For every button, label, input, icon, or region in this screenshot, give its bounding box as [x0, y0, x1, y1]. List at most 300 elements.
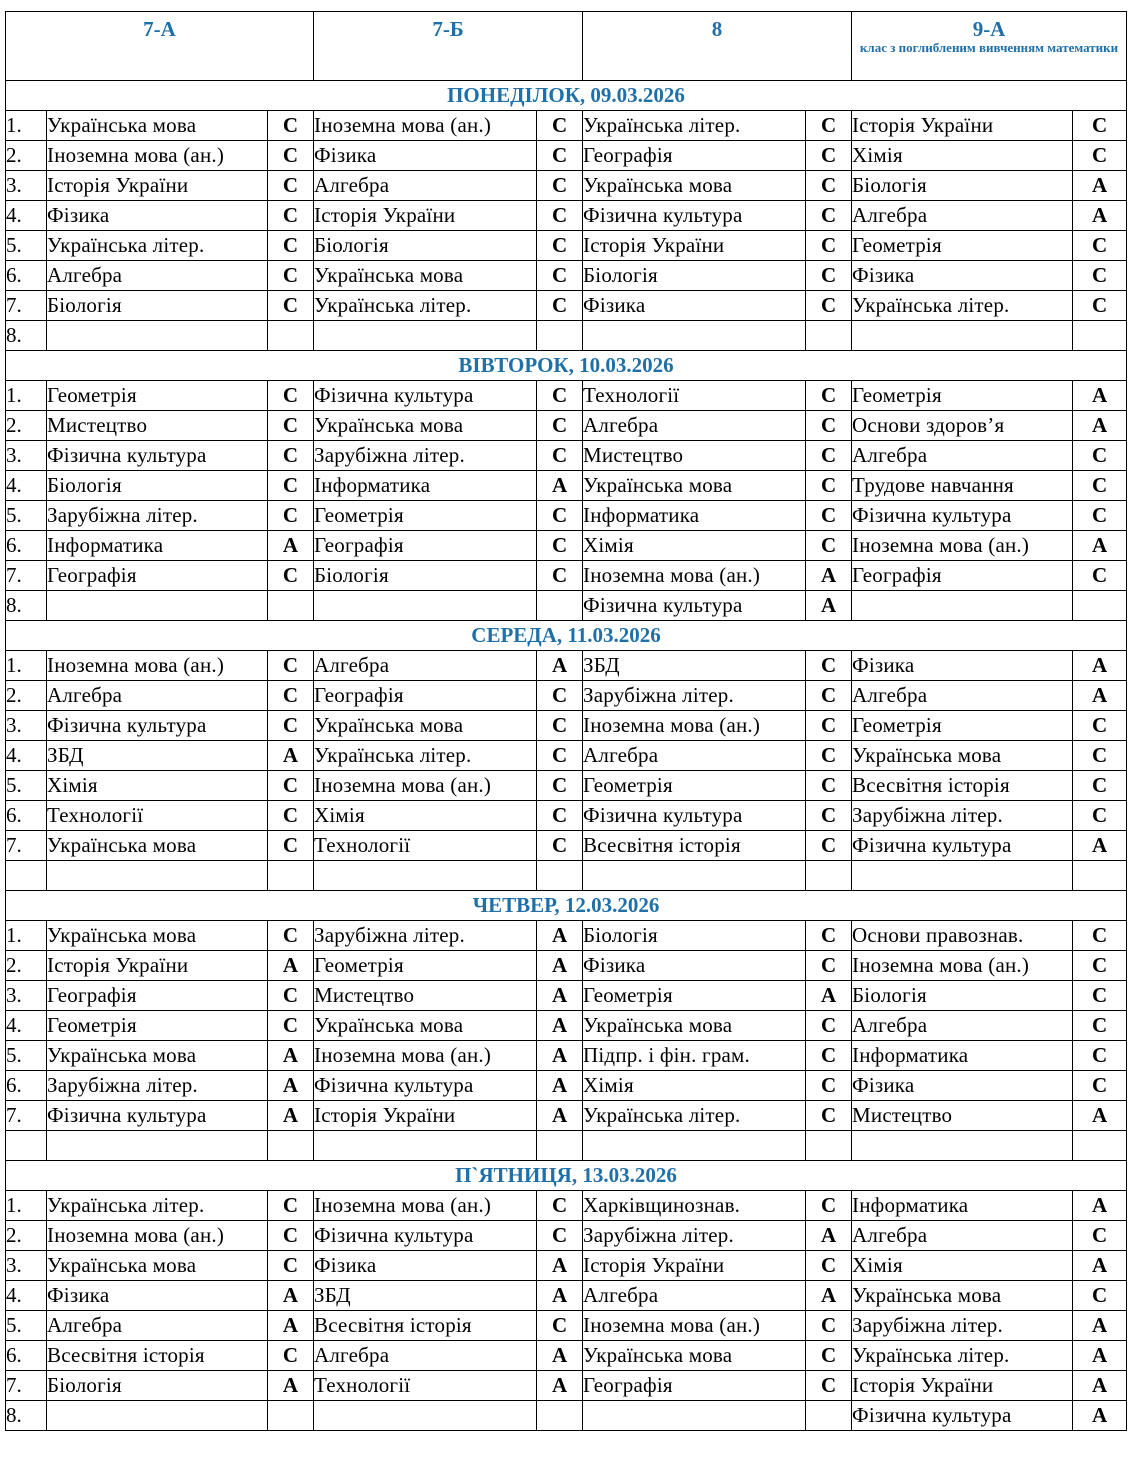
mode-cell [806, 1131, 852, 1161]
mode-cell: С [268, 921, 314, 951]
lesson-row [6, 711, 1127, 741]
subject-cell: Алгебра [47, 681, 268, 711]
mode-cell: С [537, 171, 583, 201]
mode-cell: С [537, 711, 583, 741]
lesson-number: 2. [6, 681, 47, 711]
subject-cell [47, 1401, 268, 1431]
subject-cell: Іноземна мова (ан.) [314, 1041, 537, 1071]
lesson-row [6, 471, 1127, 501]
lesson-row [6, 531, 1127, 561]
mode-cell: С [537, 801, 583, 831]
lesson-number: 5. [6, 771, 47, 801]
mode-cell: С [268, 501, 314, 531]
schedule-table [5, 11, 1127, 1431]
subject-cell: Географія [47, 561, 268, 591]
subject-cell: Українська літер. [583, 1101, 806, 1131]
lesson-row [6, 1071, 1127, 1101]
subject-cell: Фізика [47, 201, 268, 231]
subject-cell: Українська мова [47, 111, 268, 141]
mode-cell: С [1073, 261, 1127, 291]
mode-cell: С [537, 681, 583, 711]
subject-cell: Інформатика [852, 1191, 1073, 1221]
mode-cell [806, 321, 852, 351]
lesson-row [6, 1281, 1127, 1311]
mode-cell: С [806, 201, 852, 231]
subject-cell: Іноземна мова (ан.) [314, 111, 537, 141]
subject-cell: Українська мова [314, 261, 537, 291]
mode-cell: С [1073, 1011, 1127, 1041]
mode-cell: С [1073, 711, 1127, 741]
subject-cell: Алгебра [583, 411, 806, 441]
subject-cell: Біологія [852, 981, 1073, 1011]
mode-cell: С [537, 261, 583, 291]
lesson-row [6, 921, 1127, 951]
mode-cell: С [537, 831, 583, 861]
mode-cell: С [806, 261, 852, 291]
subject-cell: Хімія [314, 801, 537, 831]
subject-cell: Іноземна мова (ан.) [852, 531, 1073, 561]
subject-cell: Фізика [852, 1071, 1073, 1101]
subject-cell: Геометрія [583, 771, 806, 801]
subject-cell: Фізика [852, 261, 1073, 291]
mode-cell: А [537, 1041, 583, 1071]
subject-cell: Українська мова [47, 921, 268, 951]
mode-cell: С [806, 1311, 852, 1341]
day-title: П`ЯТНИЦЯ, 13.03.2026 [6, 1161, 1127, 1191]
lesson-number: 2. [6, 411, 47, 441]
lesson-number: 3. [6, 171, 47, 201]
subject-cell: Технології [314, 831, 537, 861]
subject-cell: Алгебра [583, 741, 806, 771]
mode-cell: А [1073, 531, 1127, 561]
subject-cell: Алгебра [314, 1341, 537, 1371]
lesson-number: 7. [6, 1371, 47, 1401]
lesson-row [6, 591, 1127, 621]
subject-cell: Алгебра [852, 681, 1073, 711]
lesson-row [6, 501, 1127, 531]
lesson-number: 6. [6, 1071, 47, 1101]
mode-cell: А [537, 1101, 583, 1131]
subject-cell [852, 1131, 1073, 1161]
subject-cell: Геометрія [47, 381, 268, 411]
mode-cell: А [1073, 1341, 1127, 1371]
subject-cell: Зарубіжна літер. [583, 681, 806, 711]
mode-cell: С [537, 381, 583, 411]
lesson-number: 2. [6, 141, 47, 171]
lesson-row [6, 291, 1127, 321]
mode-cell: С [268, 771, 314, 801]
mode-cell: С [537, 231, 583, 261]
mode-cell: А [1073, 171, 1127, 201]
subject-cell: Основи здоров’я [852, 411, 1073, 441]
mode-cell: С [806, 921, 852, 951]
lesson-number: 5. [6, 501, 47, 531]
subject-cell: Українська мова [583, 1011, 806, 1041]
subject-cell: Іноземна мова (ан.) [583, 1311, 806, 1341]
mode-cell: С [268, 711, 314, 741]
mode-cell: А [806, 591, 852, 621]
mode-cell: С [806, 531, 852, 561]
mode-cell: С [1073, 441, 1127, 471]
subject-cell: Історія України [583, 1251, 806, 1281]
class-name: 9-А [972, 17, 1006, 41]
subject-cell: Фізична культура [583, 591, 806, 621]
lesson-row [6, 1341, 1127, 1371]
subject-cell: Іноземна мова (ан.) [314, 1191, 537, 1221]
subject-cell: Іноземна мова (ан.) [852, 951, 1073, 981]
class-header [314, 12, 583, 81]
mode-cell: А [1073, 1371, 1127, 1401]
lesson-row [6, 801, 1127, 831]
mode-cell: С [806, 801, 852, 831]
mode-cell: С [806, 141, 852, 171]
subject-cell: ЗБД [583, 651, 806, 681]
mode-cell: А [537, 1281, 583, 1311]
subject-cell: Алгебра [314, 171, 537, 201]
mode-cell: С [806, 291, 852, 321]
mode-cell: С [1073, 801, 1127, 831]
mode-cell: С [268, 261, 314, 291]
lesson-row [6, 1011, 1127, 1041]
mode-cell: А [1073, 1311, 1127, 1341]
subject-cell [583, 321, 806, 351]
lesson-row [6, 1401, 1127, 1431]
day-header-row [6, 621, 1127, 651]
lesson-number: 1. [6, 651, 47, 681]
subject-cell: Біологія [583, 261, 806, 291]
lesson-row [6, 771, 1127, 801]
day-title: ПОНЕДІЛОК, 09.03.2026 [6, 81, 1127, 111]
mode-cell: С [537, 741, 583, 771]
subject-cell: Хімія [583, 531, 806, 561]
subject-cell: Географія [583, 141, 806, 171]
subject-cell: Фізична культура [47, 711, 268, 741]
subject-cell: Зарубіжна літер. [47, 501, 268, 531]
mode-cell: С [268, 681, 314, 711]
subject-cell: Біологія [47, 291, 268, 321]
lesson-row [6, 231, 1127, 261]
subject-cell: Фізична культура [314, 1221, 537, 1251]
lesson-number: 6. [6, 801, 47, 831]
mode-cell: С [537, 291, 583, 321]
mode-cell: А [537, 1011, 583, 1041]
subject-cell: Українська мова [314, 711, 537, 741]
day-title: ВІВТОРОК, 10.03.2026 [6, 351, 1127, 381]
mode-cell: С [806, 1041, 852, 1071]
mode-cell: С [268, 291, 314, 321]
subject-cell: Фізика [314, 1251, 537, 1281]
subject-cell: Історія України [47, 171, 268, 201]
subject-cell: Хімія [852, 141, 1073, 171]
subject-cell: Геометрія [314, 951, 537, 981]
mode-cell: А [537, 951, 583, 981]
lesson-number: 3. [6, 441, 47, 471]
lesson-row [6, 1311, 1127, 1341]
subject-cell: Зарубіжна літер. [314, 921, 537, 951]
subject-cell: Фізична культура [852, 831, 1073, 861]
subject-cell: Іноземна мова (ан.) [583, 711, 806, 741]
subject-cell [47, 861, 268, 891]
mode-cell: С [806, 1191, 852, 1221]
mode-cell: С [268, 651, 314, 681]
lesson-number: 4. [6, 471, 47, 501]
mode-cell: А [537, 921, 583, 951]
mode-cell [1073, 1131, 1127, 1161]
class-subtitle: клас з поглибленим вивченням математики [859, 40, 1119, 55]
subject-cell: Історія України [314, 1101, 537, 1131]
day-header-row [6, 351, 1127, 381]
lesson-number: 7. [6, 1101, 47, 1131]
mode-cell: С [268, 1251, 314, 1281]
lesson-number: 5. [6, 1311, 47, 1341]
mode-cell: С [806, 1371, 852, 1401]
mode-cell: А [537, 1071, 583, 1101]
mode-cell [1073, 591, 1127, 621]
subject-cell [583, 861, 806, 891]
mode-cell: А [1073, 381, 1127, 411]
mode-cell: С [806, 381, 852, 411]
mode-cell: С [1073, 231, 1127, 261]
subject-cell: Зарубіжна літер. [583, 1221, 806, 1251]
subject-cell [852, 321, 1073, 351]
mode-cell: С [1073, 771, 1127, 801]
subject-cell: Іноземна мова (ан.) [314, 771, 537, 801]
lesson-number: 1. [6, 1191, 47, 1221]
mode-cell: С [806, 441, 852, 471]
subject-cell: Українська мова [47, 831, 268, 861]
mode-cell: А [1073, 1251, 1127, 1281]
subject-cell: Інформатика [583, 501, 806, 531]
subject-cell: Фізична культура [47, 1101, 268, 1131]
mode-cell: С [268, 1191, 314, 1221]
subject-cell: Українська мова [583, 471, 806, 501]
subject-cell: Фізична культура [852, 501, 1073, 531]
subject-cell: Геометрія [47, 1011, 268, 1041]
lesson-number [6, 861, 47, 891]
mode-cell: А [1073, 1191, 1127, 1221]
subject-cell [583, 1401, 806, 1431]
mode-cell: С [806, 411, 852, 441]
subject-cell: Алгебра [852, 201, 1073, 231]
mode-cell: С [537, 141, 583, 171]
subject-cell: Українська літер. [852, 1341, 1073, 1371]
subject-cell: Українська мова [314, 1011, 537, 1041]
mode-cell: С [268, 381, 314, 411]
mode-cell: С [806, 471, 852, 501]
subject-cell: Іноземна мова (ан.) [583, 561, 806, 591]
mode-cell: С [268, 441, 314, 471]
mode-cell: С [806, 231, 852, 261]
subject-cell: Технології [583, 381, 806, 411]
day-header-row [6, 891, 1127, 921]
subject-cell: Технології [314, 1371, 537, 1401]
lesson-row [6, 201, 1127, 231]
mode-cell: А [268, 531, 314, 561]
subject-cell: Всесвітня історія [314, 1311, 537, 1341]
day-header-row [6, 81, 1127, 111]
subject-cell: Інформатика [852, 1041, 1073, 1071]
lesson-row [6, 411, 1127, 441]
mode-cell: С [1073, 981, 1127, 1011]
subject-cell: Алгебра [583, 1281, 806, 1311]
subject-cell: Зарубіжна літер. [314, 441, 537, 471]
lesson-number: 1. [6, 111, 47, 141]
mode-cell: С [537, 1311, 583, 1341]
mode-cell: А [268, 1281, 314, 1311]
lesson-row [6, 741, 1127, 771]
subject-cell: Біологія [47, 471, 268, 501]
mode-cell [268, 1401, 314, 1431]
mode-cell [537, 1131, 583, 1161]
subject-cell: Алгебра [47, 1311, 268, 1341]
subject-cell: Хімія [852, 1251, 1073, 1281]
mode-cell: А [806, 561, 852, 591]
mode-cell [806, 1401, 852, 1431]
mode-cell: С [806, 1011, 852, 1041]
lesson-number: 3. [6, 981, 47, 1011]
subject-cell: Історія України [47, 951, 268, 981]
subject-cell: Географія [314, 681, 537, 711]
lesson-row [6, 1191, 1127, 1221]
lesson-number: 7. [6, 291, 47, 321]
mode-cell: С [537, 1221, 583, 1251]
class-name: 8 [711, 17, 723, 41]
lesson-number: 1. [6, 921, 47, 951]
mode-cell [268, 1131, 314, 1161]
subject-cell: Українська мова [852, 741, 1073, 771]
subject-cell: Мистецтво [852, 1101, 1073, 1131]
subject-cell: Іноземна мова (ан.) [47, 1221, 268, 1251]
subject-cell: Підпр. і фін. грам. [583, 1041, 806, 1071]
mode-cell: А [537, 1341, 583, 1371]
subject-cell: Фізика [314, 141, 537, 171]
subject-cell: Українська мова [47, 1251, 268, 1281]
subject-cell: Трудове навчання [852, 471, 1073, 501]
mode-cell: С [1073, 291, 1127, 321]
subject-cell: Фізика [47, 1281, 268, 1311]
class-header-row [6, 12, 1127, 81]
subject-cell: Алгебра [47, 261, 268, 291]
mode-cell: А [806, 1221, 852, 1251]
mode-cell: С [537, 201, 583, 231]
lesson-row [6, 651, 1127, 681]
lesson-row [6, 981, 1127, 1011]
mode-cell [537, 1401, 583, 1431]
mode-cell: С [268, 561, 314, 591]
mode-cell: А [1073, 831, 1127, 861]
mode-cell [806, 861, 852, 891]
subject-cell: Інформатика [47, 531, 268, 561]
mode-cell: С [268, 231, 314, 261]
mode-cell: С [537, 561, 583, 591]
subject-cell: Мистецтво [314, 981, 537, 1011]
subject-cell: Хімія [583, 1071, 806, 1101]
lesson-number: 4. [6, 741, 47, 771]
subject-cell: Алгебра [852, 1011, 1073, 1041]
mode-cell: С [1073, 741, 1127, 771]
mode-cell: А [537, 981, 583, 1011]
subject-cell: Українська літер. [47, 1191, 268, 1221]
subject-cell: Українська літер. [583, 111, 806, 141]
subject-cell: Біологія [314, 561, 537, 591]
subject-cell: Іноземна мова (ан.) [47, 141, 268, 171]
subject-cell: Українська мова [583, 171, 806, 201]
lesson-number: 8. [6, 1401, 47, 1431]
subject-cell: Основи правознав. [852, 921, 1073, 951]
subject-cell [314, 1401, 537, 1431]
mode-cell: А [537, 651, 583, 681]
subject-cell: Зарубіжна літер. [47, 1071, 268, 1101]
subject-cell: Біологія [583, 921, 806, 951]
subject-cell: ЗБД [47, 741, 268, 771]
lesson-row [6, 951, 1127, 981]
lesson-number: 8. [6, 591, 47, 621]
subject-cell: Українська літер. [314, 291, 537, 321]
class-name: 7-Б [432, 17, 464, 41]
mode-cell: С [806, 771, 852, 801]
subject-cell [314, 1131, 537, 1161]
subject-cell: Геометрія [583, 981, 806, 1011]
mode-cell: С [268, 1011, 314, 1041]
lesson-number: 2. [6, 1221, 47, 1251]
mode-cell: С [1073, 471, 1127, 501]
mode-cell: С [1073, 951, 1127, 981]
subject-cell [314, 321, 537, 351]
subject-cell: Фізична культура [47, 441, 268, 471]
mode-cell [268, 321, 314, 351]
mode-cell: С [806, 681, 852, 711]
subject-cell: Всесвітня історія [852, 771, 1073, 801]
mode-cell: С [537, 411, 583, 441]
lesson-number: 6. [6, 261, 47, 291]
subject-cell: Українська мова [583, 1341, 806, 1371]
mode-cell [537, 591, 583, 621]
mode-cell [268, 591, 314, 621]
lesson-row [6, 1371, 1127, 1401]
lesson-number: 4. [6, 1011, 47, 1041]
mode-cell: С [268, 831, 314, 861]
subject-cell: Геометрія [852, 711, 1073, 741]
lesson-number: 8. [6, 321, 47, 351]
subject-cell: Українська літер. [47, 231, 268, 261]
mode-cell: С [1073, 561, 1127, 591]
subject-cell: Українська мова [314, 411, 537, 441]
lesson-number: 4. [6, 1281, 47, 1311]
lesson-row [6, 171, 1127, 201]
mode-cell: А [268, 1371, 314, 1401]
day-title: СЕРЕДА, 11.03.2026 [6, 621, 1127, 651]
subject-cell: Географія [852, 561, 1073, 591]
subject-cell: Фізична культура [583, 801, 806, 831]
subject-cell: Українська мова [852, 1281, 1073, 1311]
subject-cell: Геометрія [852, 231, 1073, 261]
subject-cell [852, 861, 1073, 891]
mode-cell: А [1073, 411, 1127, 441]
lesson-number: 2. [6, 951, 47, 981]
mode-cell: А [268, 1041, 314, 1071]
subject-cell [314, 861, 537, 891]
mode-cell: С [1073, 1071, 1127, 1101]
mode-cell: С [537, 531, 583, 561]
lesson-number: 7. [6, 561, 47, 591]
subject-cell: Українська літер. [314, 741, 537, 771]
mode-cell: С [1073, 1221, 1127, 1251]
lesson-row [6, 111, 1127, 141]
mode-cell: С [1073, 921, 1127, 951]
lesson-row [6, 831, 1127, 861]
subject-cell: Хімія [47, 771, 268, 801]
mode-cell: С [268, 1341, 314, 1371]
